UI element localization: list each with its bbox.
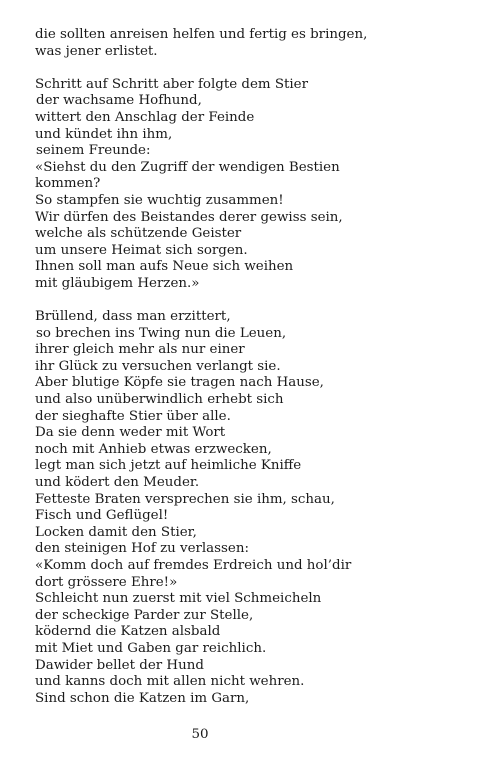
verse-line: und ködert den Meuder. <box>35 475 200 491</box>
stanza-break <box>35 60 475 77</box>
verse-line: «Komm doch auf fremdes Erdreich und hol’dir <box>35 558 352 573</box>
verse-line: «Siehst du den Zugriff der wendigen Bestien <box>35 159 340 175</box>
stanza-2 <box>35 77 475 293</box>
verse-line: so brechen ins Twing nun die Leuen, <box>36 325 287 341</box>
stanza-break <box>35 293 475 310</box>
verse-line: Locken damit den Stier, <box>35 524 197 540</box>
verse-line: und kündet ihn ihm, <box>35 126 173 142</box>
verse-line: der wachsame Hofhund, <box>36 93 202 109</box>
verse-line: seinem Freunde: <box>36 143 151 159</box>
verse-line: der sieghafte Stier über alle. <box>35 408 231 424</box>
verse-line: die sollten anreisen helfen und fertig es bringen, <box>35 27 368 42</box>
verse-line: So stampfen sie wuchtig zusammen! <box>35 192 284 208</box>
verse-line: und also unüberwindlich erhebt sich <box>35 392 284 408</box>
verse-line: mit Miet und Gaben gar reichlich. <box>35 640 267 656</box>
verse-line: den steinigen Hof zu verlassen: <box>35 541 249 557</box>
stanza-1 <box>35 27 475 60</box>
verse-line: ihr Glück zu versuchen verlangt sie. <box>35 358 281 374</box>
verse-line: was jener erlistet. <box>35 43 158 59</box>
verse-line: Fetteste Braten versprechen sie ihm, schau, <box>35 491 335 507</box>
stanza-3 <box>35 309 475 707</box>
verse-line: und kanns doch mit allen nicht wehren. <box>35 674 305 690</box>
verse-line: mit gläubigem Herzen.» <box>35 275 200 291</box>
verse-line: ködernd die Katzen alsbald <box>35 624 221 640</box>
verse-line: Schritt auf Schritt aber folgte dem Stier <box>35 76 309 92</box>
verse-line: Ihnen soll man aufs Neue sich weihen <box>35 259 294 275</box>
verse-line: Fisch und Geflügel! <box>35 508 169 524</box>
verse-line: ihrer gleich mehr als nur einer <box>35 342 245 358</box>
verse-line: Wir dürfen des Beistandes derer gewiss sein, <box>35 209 343 225</box>
verse-line: Schleicht nun zuerst mit viel Schmeicheln <box>35 591 322 607</box>
verse-line: welche als schützende Geister <box>35 226 242 242</box>
verse-line: Da sie denn weder mit Wort <box>35 425 226 441</box>
page-number: 50 <box>191 727 209 742</box>
verse-line: Sind schon die Katzen im Garn, <box>35 690 250 706</box>
verse-line: der scheckige Parder zur Stelle, <box>35 607 254 623</box>
verse-line: um unsere Heimat sich sorgen. <box>35 242 248 258</box>
verse-line: Dawider bellet der Hund <box>35 657 204 673</box>
poem-text <box>35 27 475 707</box>
verse-line: kommen? <box>35 176 101 192</box>
verse-line: wittert den Anschlag der Feinde <box>35 109 255 125</box>
verse-line: Aber blutige Köpfe sie tragen nach Hause, <box>35 375 324 391</box>
verse-line: noch mit Anhieb etwas erzwecken, <box>35 441 272 457</box>
verse-line: Brüllend, dass man erzittert, <box>35 309 231 325</box>
verse-line: legt man sich jetzt auf heimliche Kniffe <box>35 458 302 474</box>
verse-line: dort grössere Ehre!» <box>35 574 178 590</box>
